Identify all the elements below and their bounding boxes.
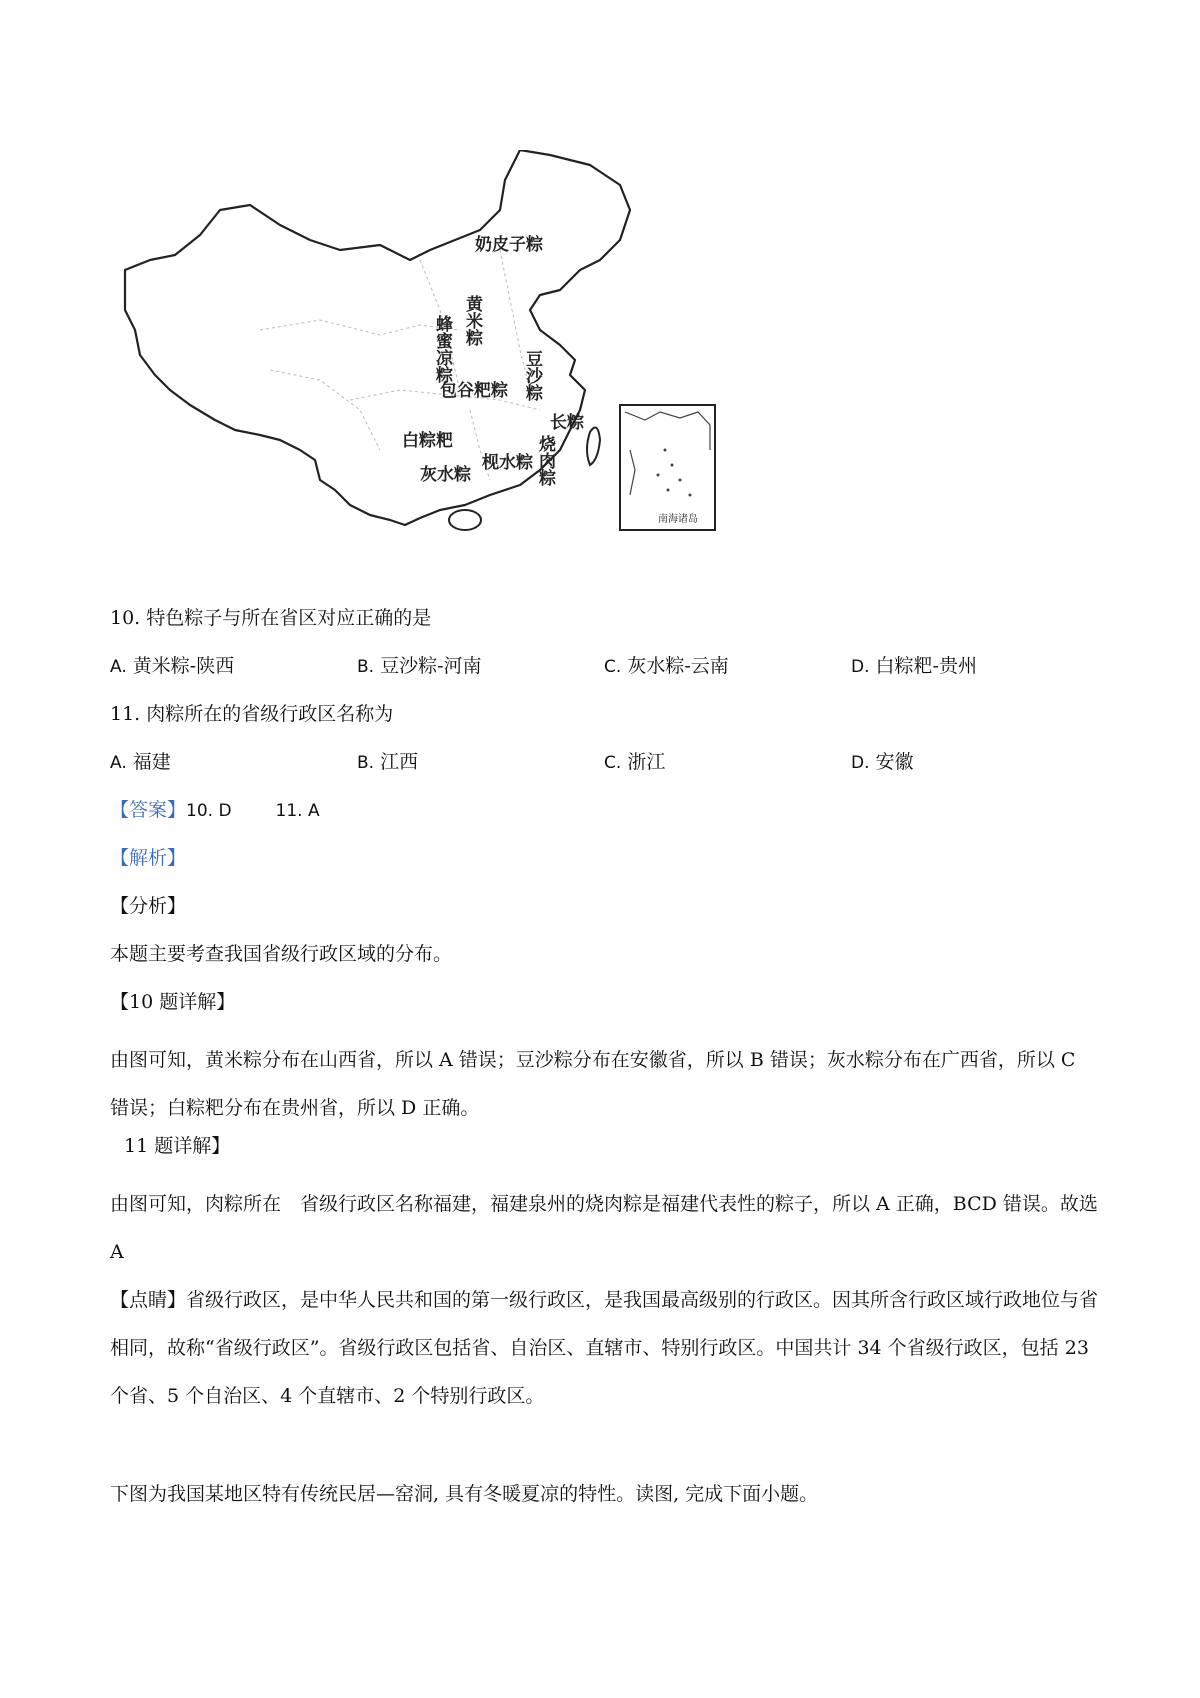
map-label-baogu: 包谷粑粽 [440, 381, 508, 401]
answer-10: 10. D [186, 801, 232, 821]
option-text: 安徽 [875, 751, 914, 773]
detail-11-text: 由图可知，肉粽所在 省级行政区名称福建，福建泉州的烧肉粽是福建代表性的粽子，所以 A 正确，BCD 错误。故选 A [110, 1193, 1098, 1263]
detail-10-text: 由图可知，黄米粽分布在山西省，所以 A 错误；豆沙粽分布在安徽省，所以 B 错误；灰水粽分布在广西省，所以 C 错误；白粽粑分布在贵州省，所以 D 正确。 [110, 1049, 1076, 1119]
q10-option-c [604, 652, 729, 681]
option-text: 白粽粑-贵州 [875, 655, 977, 677]
q10-option-d [851, 652, 977, 681]
map-label-nanhai: 南海诸岛 [658, 514, 698, 525]
option-text: 浙江 [627, 751, 666, 773]
map-label-fengmi: 蜂蜜凉粽 [432, 315, 452, 383]
q11-option-d [851, 748, 914, 777]
option-text: 灰水粽-云南 [627, 655, 729, 677]
fenxi-label: 【分析】 [110, 895, 187, 917]
option-letter: B. [357, 657, 375, 677]
q11-option-a [110, 748, 171, 777]
jiexi-label: 【解析】 [110, 847, 187, 869]
map-label-huangmi: 黄米粽 [462, 295, 482, 346]
option-letter: C. [604, 657, 622, 677]
hainan-island [449, 510, 481, 530]
map-label-baizongba: 白粽粑 [402, 431, 453, 451]
option-letter: A. [110, 657, 127, 677]
china-zongzi-map [120, 150, 800, 590]
map-label-shaorou: 烧肉粽 [535, 435, 555, 486]
next-question-intro: 下图为我国某地区特有传统民居—窑洞, 具有冬暖夏凉的特性。读图, 完成下面小题。 [110, 1483, 819, 1505]
option-text: 福建 [132, 751, 171, 773]
answer-label: 【答案】 [110, 799, 187, 821]
map-label-chang: 长粽 [550, 413, 584, 433]
answer-11: 11. A [275, 801, 320, 821]
q10-stem: 10. 特色粽子与所在省区对应正确的是 [110, 607, 432, 629]
detail-11-label: 11 题详解】 [124, 1135, 231, 1157]
map-label-naipi: 奶皮子粽 [475, 235, 543, 255]
option-letter: A. [110, 753, 127, 773]
q11-option-c [604, 748, 665, 777]
south-china-sea-inset [620, 405, 715, 530]
dianjing-text: 【点睛】省级行政区，是中华人民共和国的第一级行政区，是我国最高级别的行政区。因其所含行政区域行政地位与省相同，故称“省级行政区”。省级行政区包括省、自治区、直辖市、特别行政区。中国共计 34 个省级行政区，包括 23 个省、5 个自治区、4 个直辖市、2 个特别行政区。 [110, 1289, 1099, 1407]
map-label-huishui: 灰水粽 [420, 465, 471, 485]
option-letter: D. [851, 657, 870, 677]
option-text: 黄米粽-陕西 [132, 655, 235, 677]
option-text: 豆沙粽-河南 [380, 655, 482, 677]
detail-10-label: 【10 题详解】 [110, 991, 236, 1013]
option-text: 江西 [380, 751, 419, 773]
taiwan-island [587, 428, 600, 466]
map-label-dousha: 豆沙粽 [522, 350, 542, 401]
q10-option-b [357, 652, 482, 681]
fenxi-text: 本题主要考查我国省级行政区域的分布。 [110, 943, 453, 965]
map-svg [120, 150, 800, 590]
option-letter: B. [357, 753, 375, 773]
q11-option-b [357, 748, 418, 777]
q11-stem: 11. 肉粽所在的省级行政区名称为 [110, 703, 394, 725]
map-label-jianshui: 枧水粽 [482, 453, 533, 473]
q10-option-a [110, 652, 234, 681]
option-letter: D. [851, 753, 870, 773]
answer-line [110, 796, 320, 825]
option-letter: C. [604, 753, 622, 773]
